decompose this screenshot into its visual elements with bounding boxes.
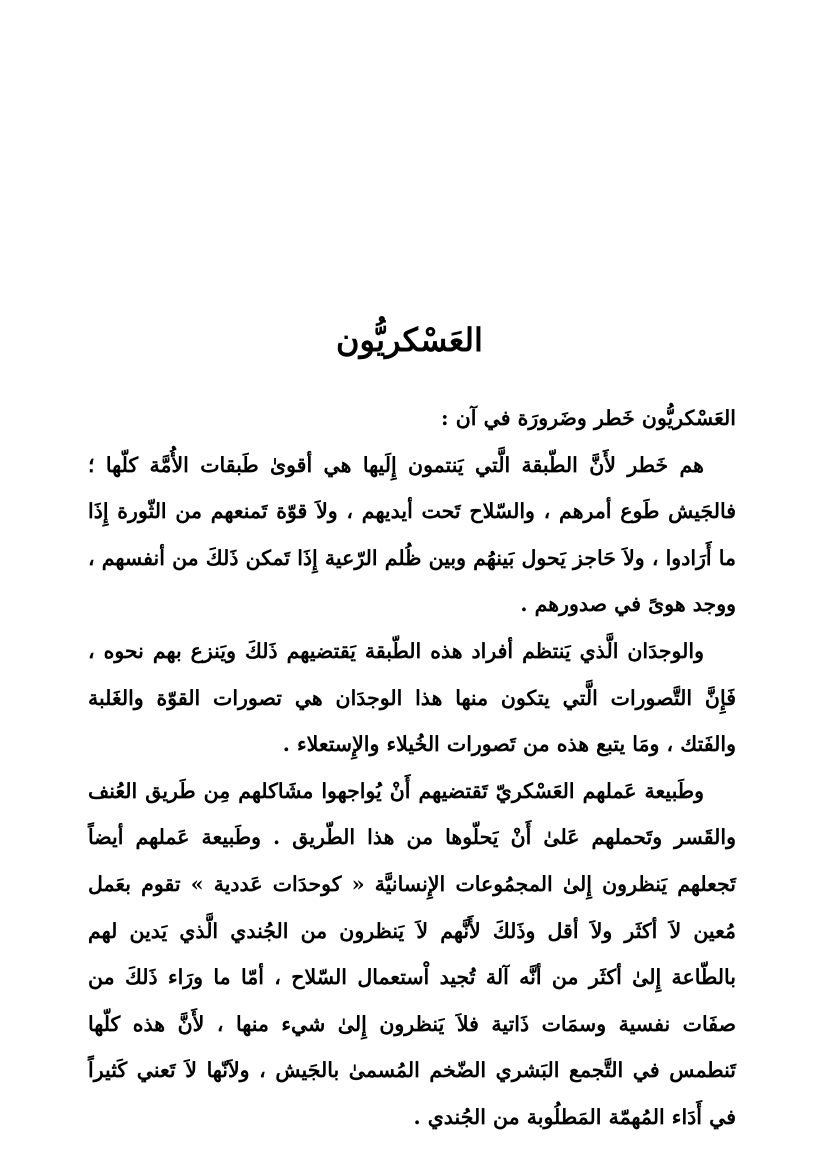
paragraph: هم خَطر لأَنَّ الطّبقة الَّتي يَنتمون إِلَيها هي أقوىٰ طَبقات الأُمَّة كلّها ؛ فالجَيش طَوع أمرهم ، والسّلاح تَحت أيديهم ، ولاَ قوّة تَمنعهم من الثّورة إِذَا ما أَرَادوا ، ولاَ حَاجز يَحول بَينهُم وبين ظُلم الرّعية إِذَا تَمكن ذَلكَ من أنفسهم ، ووجد هوىً في صدورهم . xyxy=(88,452,736,617)
page-title: العَسْكريُّون xyxy=(336,321,483,359)
intro-line: العَسْكريُّون خَطر وضَرورَة في آن : xyxy=(441,406,736,430)
paragraph: والوجدَان الَّذي يَنتظم أفراد هذه الطّبقة يَقتضيهم ذَلكَ ويَنزع بهم نحوه ، فَإِنَّ التَّصورات الَّتي يتكون منها هذا الوجدَان هي تصورات القوّة والغَلبة والفَتك ، ومَا يتبع هذه من تَصورات الخُيلاء والإِستعلاء . xyxy=(88,638,736,757)
paragraph: وطَبيعة عَملهم العَسْكريّ تَقتضيهم أَنْ يُواجهوا مشَاكلهم مِن طَريق العُنف والقَسر وتَحملهم عَلىٰ أَنْ يَحلّوها من هذا الطّريق . وطَبيعة عَملهم أيضاً تَجعلهم يَنظرون إِلىٰ المجمُوعات الإِنسانيَّة « كوحدَات عَددية » تقوم بعَمل مُعين لاَ أكثَر ولاَ أقل وذَلكَ لأَنَّهم لاَ يَنظرون من الجُندي الَّذي يَدين لهم بالطّاعة إِلىٰ أكثَر من أنَّه آلة تُجيد اْستعمال السّلاح ، أمّا ما ورَاء ذَلكَ من صفَات نفسية وسمَات ذَاتية فلاَ يَنظرون إِلىٰ شيء منها ، لأَنَّ هذه كلّها تَنطمس في التَّجمع البَشري الضّخم المُسمىٰ بالجَيش ، ولاَنّها لاَ تَعني كَثيراً في أَدَاء المُهمّة المَطلُوبة من الجُندي . xyxy=(88,778,736,1129)
body-text xyxy=(88,395,736,1141)
